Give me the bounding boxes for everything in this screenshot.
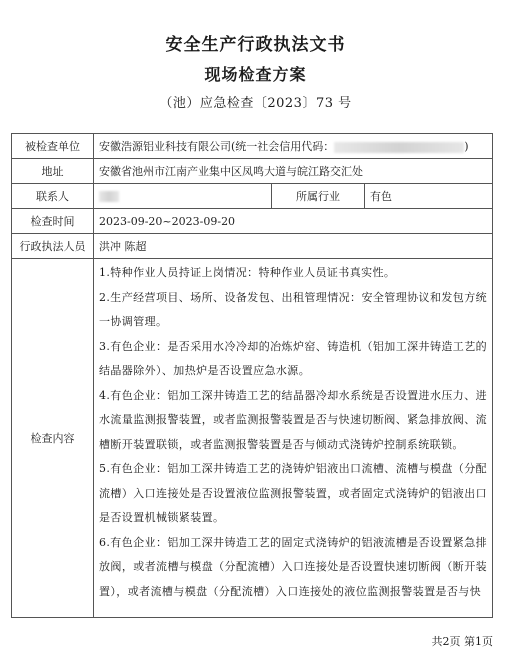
redacted-contact <box>99 191 119 202</box>
content-item: 4.有色企业：铝加工深井铸造工艺的结晶器冷却水系统是否设置进水压力、进水流量监测报警装置，或者监测报警装置是否与快速切断阀、紧急排放阀、流槽断开装置联锁，或者监测报警装置是否与倾动式浇铸炉控制系统联锁。 <box>99 388 488 451</box>
content-item: 5.有色企业：铝加工深井铸造工艺的浇铸炉铝液出口流槽、流槽与模盘（分配流槽）入口连接处是否设置液位监测报警装置，或者固定式浇铸炉的铝液出口是否设置机械锁紧装置。 <box>99 462 488 524</box>
content-item: 3.有色企业：是否采用水冷冷却的冶炼炉窑、铸造机（铝加工深井铸造工艺的结晶器除外）、加热炉是否设置应急水源。 <box>99 339 488 377</box>
industry-value: 有色 <box>365 184 493 209</box>
form-row-time <box>12 209 493 234</box>
redacted-credit-code <box>334 142 464 153</box>
unit-value: 安徽浩源铝业科技有限公司(统一社会信用代码： <box>99 140 335 153</box>
unit-label: 被检查单位 <box>12 134 94 159</box>
document-subtitle: 现场检查方案 <box>204 65 307 84</box>
industry-label: 所属行业 <box>272 184 365 209</box>
form-row-content <box>12 259 493 618</box>
document-title: 安全生产行政执法文书 <box>165 35 346 55</box>
content-item: 1.特种作业人员持证上岗情况：特种作业人员证书真实性。 <box>99 266 396 279</box>
content-cell <box>94 259 493 618</box>
form-row-address <box>12 159 493 184</box>
time-label: 检查时间 <box>12 209 94 234</box>
form-row-officers <box>12 234 493 259</box>
content-item: 6.有色企业：铝加工深井铸造工艺的固定式浇铸炉的铝液流槽是否设置紧急排放阀，或者流槽与模盘（分配流槽）入口连接处是否设置快速切断阀（断开装置），或者流槽与模盘（分配流槽）入口连接处的液位监测报警装置是否与快 <box>99 535 488 598</box>
address-value: 安徽省池州市江南产业集中区凤鸣大道与皖江路交汇处 <box>94 159 493 184</box>
address-label: 地址 <box>12 159 94 184</box>
page-indicator: 共2页 第1页 <box>431 635 493 648</box>
contact-label: 联系人 <box>12 184 94 209</box>
inspection-form-table <box>11 133 493 618</box>
content-label: 检查内容 <box>12 259 94 618</box>
form-row-contact <box>12 184 493 209</box>
content-list <box>99 261 487 615</box>
contact-value <box>94 184 272 209</box>
unit-value-cell <box>94 134 493 159</box>
form-row-unit <box>12 134 493 159</box>
officer-value: 洪冲 陈超 <box>94 234 493 259</box>
content-item: 2.生产经营项目、场所、设备发包、出租管理情况：安全管理协议和发包方统一协调管理。 <box>99 290 488 328</box>
document-number: （池）应急检查〔2023〕73 号 <box>159 96 352 111</box>
unit-value-end: ) <box>464 140 469 153</box>
officer-label: 行政执法人员 <box>12 234 94 259</box>
time-value: 2023-09-20~2023-09-20 <box>94 209 493 234</box>
